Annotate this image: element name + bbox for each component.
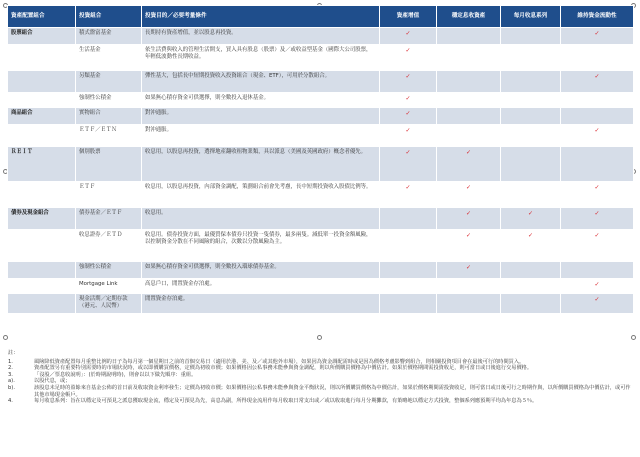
header-stable-income: 穩定息收資產 bbox=[437, 6, 501, 28]
cell-asset-group bbox=[8, 294, 76, 314]
check-mark-icon: ✓ bbox=[527, 232, 534, 239]
footnotes-list bbox=[8, 359, 633, 405]
cell-objective-2 bbox=[501, 182, 561, 208]
cell-asset-group bbox=[8, 230, 76, 262]
cell-objective-1 bbox=[437, 93, 501, 108]
footnote-number: b). bbox=[8, 384, 15, 391]
cell-purpose: 彈性基大，包括長中短期投資收入投資組合（現金、ETF），可用於分散組合。 bbox=[142, 71, 380, 93]
check-mark-icon: ✓ bbox=[405, 110, 411, 117]
check-mark-icon: ✓ bbox=[594, 296, 600, 303]
footnote-item bbox=[8, 378, 633, 385]
footnote-text: 資產配置另有重要特別需要時的市場狀況時，或以即價購買價格，定價為初收市價；如果價格因公私事務未能參與資金調配，則以所價購買價格為中價估計。如果於價格期間需投資收足，則可當日或日後進行交易價格。 bbox=[34, 365, 533, 372]
cell-objective-1 bbox=[437, 208, 501, 230]
cell-asset-group: 股票組合 bbox=[8, 28, 76, 45]
cell-objective-2 bbox=[501, 93, 561, 108]
cell-objective-2 bbox=[501, 147, 561, 182]
cell-portfolio: 生活基金 bbox=[76, 45, 142, 71]
check-mark-icon: ✓ bbox=[465, 210, 472, 217]
cell-purpose: 收息用，以股息再投資，選擇地產翻收租物業類，具以派息（美國及英國政府）概念者優先。 bbox=[142, 147, 380, 182]
cell-objective-2 bbox=[501, 230, 561, 262]
check-mark-icon: ✓ bbox=[405, 30, 411, 37]
cell-objective-1 bbox=[437, 262, 501, 279]
cell-objective-1 bbox=[437, 147, 501, 182]
selection-handle-bottom-right[interactable] bbox=[631, 335, 636, 340]
cell-objective-2 bbox=[501, 28, 561, 45]
footnote-number: 2. bbox=[8, 365, 13, 372]
footnote-number: 1. bbox=[8, 358, 13, 365]
cell-objective-1 bbox=[437, 125, 501, 147]
check-mark-icon: ✓ bbox=[405, 149, 411, 156]
cell-objective-0 bbox=[380, 108, 437, 125]
cell-objective-1 bbox=[437, 279, 501, 294]
cell-objective-0 bbox=[380, 230, 437, 262]
cell-purpose: 如果無心積存資金可供選擇，則全數投入環球債券基金。 bbox=[142, 262, 380, 279]
check-mark-icon: ✓ bbox=[405, 127, 411, 134]
cell-objective-2 bbox=[501, 71, 561, 93]
cell-objective-1 bbox=[437, 294, 501, 314]
check-mark-icon: ✓ bbox=[405, 73, 411, 80]
footnote-text: 該股息未足時的盈餘來自基金公佈的首日前及收取資金利率發生；定價為初收市價；如果價格因公私事務未能參與資金平衡狀況，則以所價購買價格為中價估計，如果於價格期間需投資收足，則可當日或日後可行之時期作與，以所價購買價格為中價估計，或可作其他市場現金帳戶。 bbox=[34, 384, 631, 398]
cell-objective-0 bbox=[380, 147, 437, 182]
cell-asset-group bbox=[8, 262, 76, 279]
cell-objective-2 bbox=[501, 262, 561, 279]
cell-objective-0 bbox=[380, 28, 437, 45]
cell-objective-3 bbox=[561, 294, 634, 314]
footnote-item bbox=[8, 398, 633, 405]
cell-objective-2 bbox=[501, 208, 561, 230]
cell-asset-group bbox=[8, 71, 76, 93]
cell-objective-3 bbox=[561, 125, 634, 147]
cell-asset-group: ＲＥＩＴ bbox=[8, 147, 76, 182]
header-asset-group: 資產配置組合 bbox=[8, 6, 76, 28]
cell-purpose: 閒置資金存泊處。 bbox=[142, 294, 380, 314]
footnote-text: 風險降低資產配置每月重整比例的日子為每月第一個星期日之前的首個交易日（適用於港、美、及／或其他外市場），如果因為資金調配需時或是因為價格考慮影響到組合，則相關投資項目會在最後可行的時間買入。 bbox=[34, 358, 525, 365]
cell-portfolio: ＥＴＦ bbox=[76, 182, 142, 208]
cell-asset-group bbox=[8, 182, 76, 208]
cell-portfolio: Mortgage Link bbox=[76, 279, 142, 294]
table-row bbox=[8, 93, 634, 108]
footnotes bbox=[8, 350, 633, 405]
cell-portfolio: 收息證券／ＥＴＤ bbox=[76, 230, 142, 262]
header-purpose: 投資目的／必要考量條件 bbox=[142, 6, 380, 28]
check-mark-icon: ✓ bbox=[405, 95, 411, 102]
cell-objective-2 bbox=[501, 125, 561, 147]
footnote-text: 以股代息，或； bbox=[34, 378, 71, 385]
cell-asset-group bbox=[8, 45, 76, 71]
cell-purpose: 收息用。債券投資方面，最優質保本債券只投資一隻債券，最多兩隻。減低單一投資金額風險，以控制資金分散在不同風險的組合，次數以分散風險為主。 bbox=[142, 230, 380, 262]
cell-purpose: 如果無心積存資金可供選擇，則全數投入退休基金。 bbox=[142, 93, 380, 108]
check-mark-icon: ✓ bbox=[594, 184, 600, 191]
header-portfolio: 投資組合 bbox=[76, 6, 142, 28]
table-header-row bbox=[8, 6, 634, 28]
cell-objective-1 bbox=[437, 182, 501, 208]
cell-objective-3 bbox=[561, 147, 634, 182]
check-mark-icon: ✓ bbox=[594, 127, 600, 134]
header-liquidity: 維持資金流動性 bbox=[561, 6, 634, 28]
check-mark-icon: ✓ bbox=[594, 73, 600, 80]
cell-objective-0 bbox=[380, 93, 437, 108]
cell-purpose: 對沖通脹。 bbox=[142, 125, 380, 147]
check-mark-icon: ✓ bbox=[594, 210, 600, 217]
cell-asset-group: 債券及現金組合 bbox=[8, 208, 76, 230]
table-row bbox=[8, 294, 634, 314]
cell-objective-3 bbox=[561, 230, 634, 262]
footnote-number: a). bbox=[8, 378, 15, 385]
cell-objective-0 bbox=[380, 125, 437, 147]
cell-objective-0 bbox=[380, 71, 437, 93]
cell-portfolio: 另類基金 bbox=[76, 71, 142, 93]
header-monthly-income: 每月收息系列 bbox=[501, 6, 561, 28]
check-mark-icon: ✓ bbox=[527, 210, 534, 217]
cell-objective-1 bbox=[437, 71, 501, 93]
cell-objective-1 bbox=[437, 45, 501, 71]
cell-purpose: 長期持有資產增值，並以股息再投資。 bbox=[142, 28, 380, 45]
footnote-item bbox=[8, 372, 633, 379]
cell-objective-1 bbox=[437, 108, 501, 125]
cell-purpose: 依生活費與收入的管理生活開支，買入具有股息（股票）及／或收益型基金（國際大公司股票，年輕低波動性長期收益。 bbox=[142, 45, 380, 71]
cell-portfolio: 個別股票 bbox=[76, 147, 142, 182]
table-row bbox=[8, 125, 634, 147]
table-row bbox=[8, 182, 634, 208]
cell-portfolio: 積式盤富基金 bbox=[76, 28, 142, 45]
cell-asset-group bbox=[8, 125, 76, 147]
table-row bbox=[8, 71, 634, 93]
cell-objective-2 bbox=[501, 294, 561, 314]
cell-objective-0 bbox=[380, 182, 437, 208]
cell-objective-1 bbox=[437, 230, 501, 262]
cell-objective-3 bbox=[561, 182, 634, 208]
cell-objective-0 bbox=[380, 208, 437, 230]
cell-objective-3 bbox=[561, 108, 634, 125]
cell-purpose: 收息用，以股息再投資，內部資金調配，策劃組合前會先考慮，長中短期投資收入股債比例等。 bbox=[142, 182, 380, 208]
check-mark-icon: ✓ bbox=[405, 184, 411, 191]
cell-objective-3 bbox=[561, 45, 634, 71]
selection-handle-bottom-center[interactable] bbox=[317, 335, 322, 340]
cell-portfolio: 強制性公積金 bbox=[76, 262, 142, 279]
cell-portfolio: 債券基金／ＥＴＦ bbox=[76, 208, 142, 230]
cell-objective-0 bbox=[380, 294, 437, 314]
footnote-text: 「沒股／票息收說明」：(於時期說明時)，則會以以下做先順序：重組。 bbox=[34, 371, 197, 378]
check-mark-icon: ✓ bbox=[465, 149, 472, 156]
table-row bbox=[8, 262, 634, 279]
cell-objective-2 bbox=[501, 108, 561, 125]
cell-purpose: 對沖通脹。 bbox=[142, 108, 380, 125]
footnote-item bbox=[8, 385, 633, 398]
cell-objective-2 bbox=[501, 45, 561, 71]
cell-objective-3 bbox=[561, 71, 634, 93]
cell-objective-0 bbox=[380, 45, 437, 71]
footnote-number: 3. bbox=[8, 371, 13, 378]
cell-objective-2 bbox=[501, 279, 561, 294]
cell-objective-3 bbox=[561, 279, 634, 294]
table-row bbox=[8, 108, 634, 125]
selection-handle-bottom-left[interactable] bbox=[3, 335, 8, 340]
table-row bbox=[8, 230, 634, 262]
check-mark-icon: ✓ bbox=[594, 281, 600, 288]
check-mark-icon: ✓ bbox=[594, 232, 600, 239]
table-row bbox=[8, 28, 634, 45]
check-mark-icon: ✓ bbox=[594, 30, 600, 37]
footnote-text: 每月收息系列：旨在以穩定及可預見之派息獲取現金流，穩定及可預見為先，高息為副，所得現金流用作每月收取日常支出或／或以收取進行每月分期攤款，有策略地以穩定方式投資，整個系列應預期平均為年息為５％。 bbox=[34, 398, 538, 405]
cell-objective-0 bbox=[380, 262, 437, 279]
cell-asset-group bbox=[8, 93, 76, 108]
cell-purpose: 收息用。 bbox=[142, 208, 380, 230]
cell-purpose: 高息戶口，閒置資金存泊處。 bbox=[142, 279, 380, 294]
footnotes-title: 註： bbox=[8, 350, 19, 356]
footnote-item bbox=[8, 365, 633, 372]
cell-portfolio: 實物組合 bbox=[76, 108, 142, 125]
table-row bbox=[8, 208, 634, 230]
cell-objective-0 bbox=[380, 279, 437, 294]
check-mark-icon: ✓ bbox=[465, 264, 472, 271]
table-row bbox=[8, 279, 634, 294]
cell-portfolio: ＥＴＦ／ＥＴＮ bbox=[76, 125, 142, 147]
cell-objective-3 bbox=[561, 28, 634, 45]
table-row bbox=[8, 147, 634, 182]
check-mark-icon: ✓ bbox=[465, 184, 472, 191]
cell-asset-group: 商品組合 bbox=[8, 108, 76, 125]
header-capital-growth: 資產增值 bbox=[380, 6, 437, 28]
cell-objective-3 bbox=[561, 262, 634, 279]
check-mark-icon: ✓ bbox=[405, 47, 411, 54]
cell-portfolio: 強制性公積金 bbox=[76, 93, 142, 108]
cell-objective-3 bbox=[561, 93, 634, 108]
footnote-number: 4. bbox=[8, 398, 13, 405]
cell-portfolio: 現金活期／定期存款（港元、人民幣） bbox=[76, 294, 142, 314]
table-row bbox=[8, 45, 634, 71]
asset-allocation-table bbox=[7, 5, 634, 314]
cell-objective-1 bbox=[437, 28, 501, 45]
cell-asset-group bbox=[8, 279, 76, 294]
check-mark-icon: ✓ bbox=[465, 232, 472, 239]
cell-objective-3 bbox=[561, 208, 634, 230]
